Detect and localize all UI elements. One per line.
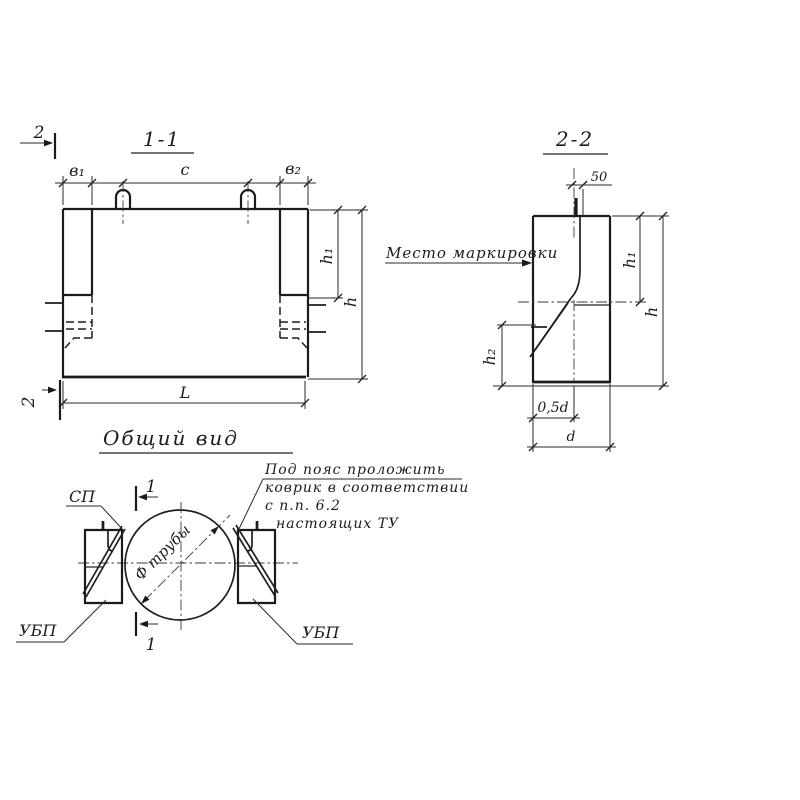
section-2-2-interior [518,168,646,382]
cut-mark-1-top [136,477,158,511]
ubp-left-callout [16,600,106,642]
ubp-right-callout [253,599,353,644]
ubp-right-label: УБП [302,623,340,642]
section-1-1-outline [62,209,308,377]
sp-callout [66,487,124,531]
section-1-1-dimensions [55,176,368,409]
sp-label: СП [69,487,96,506]
dim-label-h-right: h [642,306,661,318]
dim-label-b2: в₂ [285,159,301,178]
right-block [233,521,278,603]
note-line-2: коврик в соответствии [265,480,470,496]
cut-label-2-top: 2 [33,123,45,143]
section-1-1 [19,123,368,420]
cut-label-2-bottom: 2 [19,396,39,408]
dim-label-b1: в₁ [69,161,85,180]
note-line-1: Под пояс проложить [265,462,446,478]
lifting-loops [116,181,255,224]
dim-label-L: L [179,383,191,402]
general-view [16,426,469,655]
pipe-diameter-label: Ф трубы [130,520,194,584]
left-block [83,521,125,603]
section-2-2 [385,127,669,452]
dim-label-h2: h₂ [480,348,499,366]
belt-end-ticks [45,303,326,332]
dim-label-h1-right: h₁ [620,251,639,269]
cut-label-1-bottom: 1 [145,635,157,655]
cut-label-1-top: 1 [145,477,157,497]
dim-label-d: d [566,429,576,445]
cut-mark-1-bottom [136,612,158,655]
section-2-2-outline [532,198,611,382]
dim-label-c: с [180,160,190,179]
dim-label-h-left: h [341,296,360,308]
section-2-2-title: 2-2 [555,127,595,151]
dim-label-50: 50 [590,170,608,185]
dim-label-half-d: 0,5d [537,400,569,416]
note-line-4: настоящих ТУ [276,516,400,532]
hidden-recess-lines [65,295,307,348]
general-view-title: Общий вид [103,426,239,450]
ubp-left-label: УБП [19,621,57,640]
section-1-1-title: 1-1 [142,127,182,151]
dim-label-h1-left: h₁ [317,247,336,265]
cut-mark-2-bottom [19,380,60,420]
marking-label: Место маркировки [386,244,559,262]
cut-mark-2-top [20,123,55,159]
note-callout [238,462,469,532]
note-line-3: с п.п. 6.2 [265,498,341,514]
